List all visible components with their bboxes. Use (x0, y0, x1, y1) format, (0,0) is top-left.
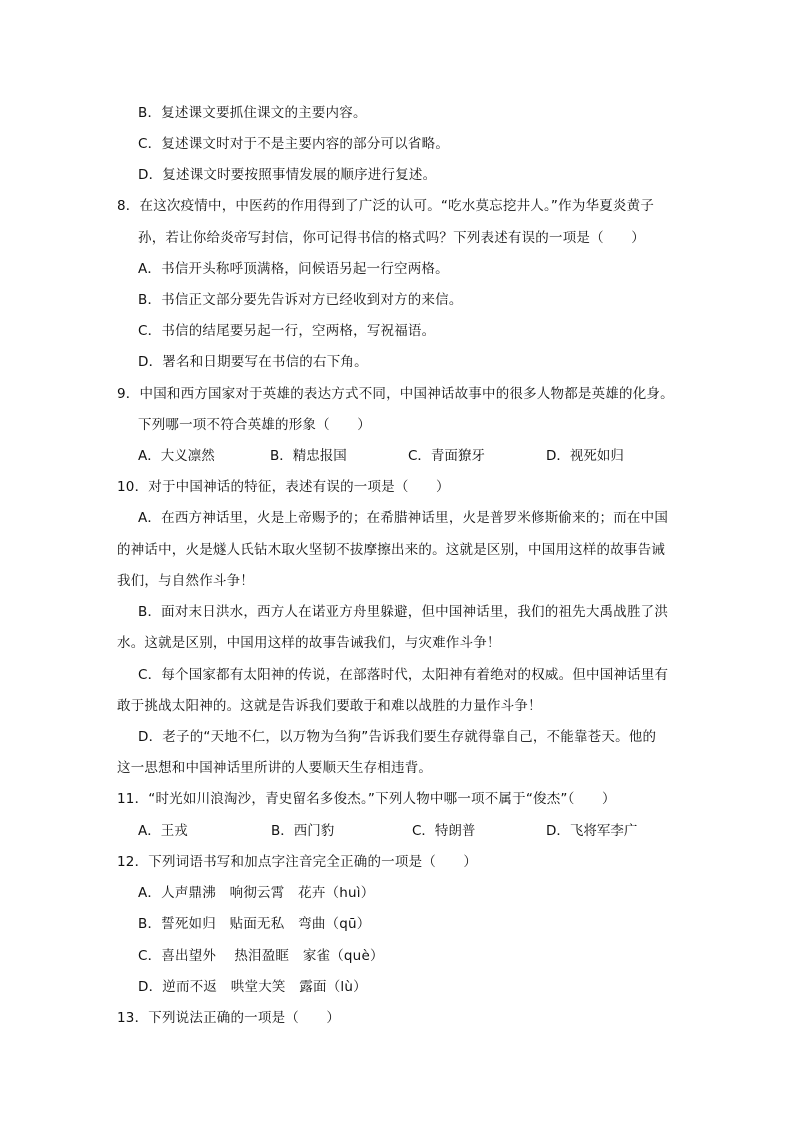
q8-stem-line-2: 孙，若让你给炎帝写封信，你可记得书信的格式吗？下列表述有误的一项是（ ） (138, 230, 645, 246)
q8-option-c: C．书信的结尾要另起一行，空两格，写祝福语。 (138, 323, 436, 339)
q11-option-c: C．特朗普 (412, 823, 476, 839)
q10-option-a-line-3: 我们，与自然作斗争！ (117, 573, 254, 589)
q10-option-a-line-1: A．在西方神话里，火是上帝赐予的；在希腊神话里，火是普罗米修斯偷来的；而在中国 (138, 510, 669, 526)
q11-option-d: D．飞将军李广 (546, 823, 638, 839)
q7-option-b: B．复述课文要抓住课文的主要内容。 (138, 105, 367, 121)
q11-option-b: B．西门豹 (271, 823, 335, 839)
q10-option-d-line-2: 这一思想和中国神话里所讲的人要顺天生存相违背。 (117, 760, 433, 776)
q12-option-a: A．人声鼎沸 响彻云霄 花卉（huì） (138, 885, 375, 901)
q8-option-d: D．署名和日期要写在书信的右下角。 (138, 354, 368, 370)
q12-stem: 12．下列词语书写和加点字注音完全正确的一项是（ ） (117, 854, 478, 870)
q10-option-c-line-2: 敢于挑战太阳神的。这就是告诉我们要敢于和难以战胜的力量作斗争！ (117, 698, 542, 714)
q12-option-c: C．喜出望外 热泪盈眶 家雀（què） (138, 948, 384, 964)
q10-option-d-line-1: D．老子的“天地不仁，以万物为刍狗”告诉我们要生存就得靠自己，不能靠苍天。他的 (138, 729, 657, 745)
q7-option-d: D．复述课文时要按照事情发展的顺序进行复述。 (138, 167, 437, 183)
q11-option-a: A．王戎 (138, 823, 188, 839)
q12-option-d: D．逆而不返 哄堂大笑 露面（lù） (138, 979, 367, 995)
q11-stem: 11．“时光如川浪淘沙，青史留名多俊杰。”下列人物中哪一项不属于“俊杰”（ ） (117, 791, 616, 807)
q9-option-d: D．视死如归 (546, 448, 624, 464)
q10-option-c-line-1: C．每个国家都有太阳神的传说，在部落时代，太阳神有着绝对的权威。但中国神话里有 (138, 667, 669, 683)
q9-option-a: A．大义凛然 (138, 448, 215, 464)
q9-options-row (138, 446, 624, 466)
q10-option-b-line-2: 水。这就是区别，中国用这样的故事告诫我们，与灾难作斗争！ (117, 635, 501, 651)
q11-options-row (138, 821, 637, 841)
q10-stem: 10．对于中国神话的特征，表述有误的一项是（ ） (117, 479, 450, 495)
q9-option-c: C．青面獠牙 (408, 448, 485, 464)
q7-option-c: C．复述课文时对于不是主要内容的部分可以省略。 (138, 136, 450, 152)
q9-option-b: B．精忠报国 (270, 448, 347, 464)
q10-option-a-line-2: 的神话中，火是燧人氏钻木取火坚韧不拔摩擦出来的。这就是区别，中国用这样的故事告诫 (117, 542, 665, 558)
q9-stem-line-1: 9．中国和西方国家对于英雄的表达方式不同，中国神话故事中的很多人物都是英雄的化身。 (117, 386, 674, 402)
q8-option-a: A．书信开头称呼顶满格，问候语另起一行空两格。 (138, 261, 449, 277)
q12-option-b: B．誓死如归 贴面无私 弯曲（qū） (138, 916, 371, 932)
q9-stem-line-2: 下列哪一项不符合英雄的形象（ ） (138, 417, 371, 433)
q8-option-b: B．书信正文部分要先告诉对方已经收到对方的来信。 (138, 292, 463, 308)
q8-stem-line-1: 8．在这次疫情中，中医药的作用得到了广泛的认可。“吃水莫忘挖井人。”作为华夏炎黄子 (117, 198, 655, 214)
q10-option-b-line-1: B．面对末日洪水，西方人在诺亚方舟里躲避，但中国神话里，我们的祖先大禹战胜了洪 (138, 604, 669, 620)
q13-stem: 13．下列说法正确的一项是（ ） (117, 1010, 341, 1026)
